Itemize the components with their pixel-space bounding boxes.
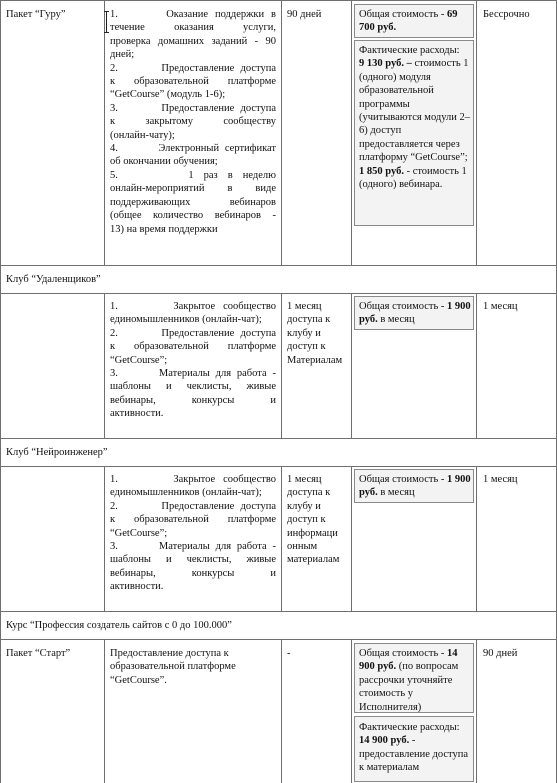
services-list	[110, 473, 276, 594]
row-separator	[0, 293, 557, 294]
actual-amount: 9 130 руб. –	[359, 58, 415, 70]
service-line: вебинары, конкурсы и	[110, 394, 276, 406]
service-line: 13) на время поддержки	[110, 223, 218, 235]
col-separator	[104, 466, 105, 611]
term: 1 месяц	[483, 474, 518, 485]
col-separator	[104, 639, 105, 783]
service-line: 4. Электронный сертификат	[110, 143, 276, 155]
service-line: 5. 1 раз в неделю	[110, 169, 276, 181]
duration: 90 дней	[287, 9, 322, 20]
services-list: Предоставление доступа к образовательной платформе “GetCourse”.	[110, 648, 236, 686]
section-title: Курс “Профессия создатель сайтов с 0 до 100.000”	[6, 620, 232, 631]
table-border-left	[0, 0, 1, 783]
total-cost-value: 69 700 руб.	[359, 9, 458, 34]
service-line: “GetCourse” (модуль 1-6);	[110, 89, 226, 101]
service-line: проверка домашних заданий - 90	[110, 35, 276, 47]
term: 90 дней	[483, 648, 518, 659]
table-border-top	[0, 0, 557, 1]
service-line: 2. Предоставление доступа	[110, 500, 276, 512]
service-line: 2. Предоставление доступа	[110, 327, 276, 339]
term: Бессрочно	[483, 9, 530, 20]
col-separator	[351, 466, 352, 611]
service-line: (общее количество вебинаров -	[110, 210, 276, 222]
service-line: активности.	[110, 408, 164, 420]
service-line: дней;	[110, 49, 135, 61]
service-line: об окончании обучения;	[110, 156, 218, 168]
total-cost-value: 14 900 руб.	[359, 648, 458, 673]
service-line: к закрытому сообществу	[110, 116, 276, 128]
service-line: “GetCourse”;	[110, 354, 168, 366]
row-separator	[0, 611, 557, 612]
total-cost: Общая стоимость - 14 900 руб. (по вопросам рассрочки уточняйте стоимость у Исполнителя)	[359, 648, 459, 713]
total-cost: Общая стоимость - 69 700 руб.	[359, 9, 458, 34]
actual-costs-label: Фактические расходы:	[359, 45, 460, 56]
service-line: поддерживающих вебинаров	[110, 196, 276, 208]
total-cost-value: 1 900 руб.	[359, 474, 471, 499]
services-list	[110, 8, 276, 236]
actual-costs: Фактические расходы: 9 130 руб. – стоимость 1 (одного) модуля образовательной программы (учитываются модули 2–6) доступ предоставляется через платформу “GetCourse”; 1 850 руб. - стоимость 1 (одного) вебинара.	[359, 45, 471, 191]
col-separator	[281, 293, 282, 438]
service-line: “GetCourse”;	[110, 527, 168, 539]
row-separator	[0, 438, 557, 439]
col-separator	[281, 0, 282, 265]
row-separator	[0, 639, 557, 640]
col-separator	[476, 466, 477, 611]
actual-amount: 1 850 руб.	[359, 165, 404, 177]
row-separator	[0, 466, 557, 467]
term: 1 месяц	[483, 301, 518, 312]
service-line: шаблоны и чеклисты, живые	[110, 381, 276, 393]
actual-amount: 14 900 руб.	[359, 735, 410, 747]
col-separator	[476, 0, 477, 265]
col-separator	[281, 639, 282, 783]
package-name: Пакет “Старт”	[6, 648, 71, 659]
col-separator	[351, 0, 352, 265]
col-separator	[351, 639, 352, 783]
service-line: 3. Материалы для работа -	[110, 368, 276, 380]
service-line: 1. Закрытое сообщество	[110, 301, 276, 312]
section-title: Клуб “Удаленщиков”	[6, 274, 101, 285]
total-cost: Общая стоимость - 1 900 руб. в месяц	[359, 474, 471, 499]
col-separator	[476, 639, 477, 783]
service-line: шаблоны и чеклисты, живые	[110, 554, 276, 566]
service-line: онлайн-мероприятий в виде	[110, 183, 276, 195]
total-cost: Общая стоимость - 1 900 руб. в месяц	[359, 301, 471, 326]
service-line: единомышленников (онлайн-чат);	[110, 487, 262, 499]
duration: -	[287, 648, 291, 659]
service-line: активности.	[110, 581, 164, 593]
actual-costs: Фактические расходы: 14 900 руб. - предоставление доступа к материалам	[359, 722, 469, 774]
package-name: Пакет “Гуру”	[6, 9, 66, 20]
actual-costs-label: Фактические расходы:	[359, 722, 460, 733]
col-separator	[104, 0, 105, 265]
service-line: 1. Оказание поддержки в	[110, 9, 276, 20]
service-line: 1. Закрытое сообщество	[110, 474, 276, 485]
service-line: к образовательной платформе	[110, 76, 276, 88]
service-line: 3. Материалы для работа -	[110, 541, 276, 553]
row-separator	[0, 265, 557, 266]
services-list	[110, 300, 276, 421]
service-line: 2. Предоставление доступа	[110, 62, 276, 74]
service-line: (онлайн-чату);	[110, 129, 175, 141]
section-title: Клуб “Нейроинженер”	[6, 447, 108, 458]
duration: 1 месяц доступа к клубу и доступ к Материалам	[287, 301, 343, 366]
col-separator	[351, 293, 352, 438]
service-line: к образовательной платформе	[110, 514, 276, 526]
service-line: единомышленников (онлайн-чат);	[110, 314, 262, 326]
service-line: течение оказания услуги,	[110, 22, 276, 34]
col-separator	[104, 293, 105, 438]
total-cost-value: 1 900 руб.	[359, 301, 471, 326]
service-line: к образовательной платформе	[110, 341, 276, 353]
col-separator	[281, 466, 282, 611]
service-line: вебинары, конкурсы и	[110, 567, 276, 579]
duration: 1 месяц доступа к клубу и доступ к информаци онным материалам	[287, 474, 340, 566]
col-separator	[476, 293, 477, 438]
service-line: 3. Предоставление доступа	[110, 102, 276, 114]
